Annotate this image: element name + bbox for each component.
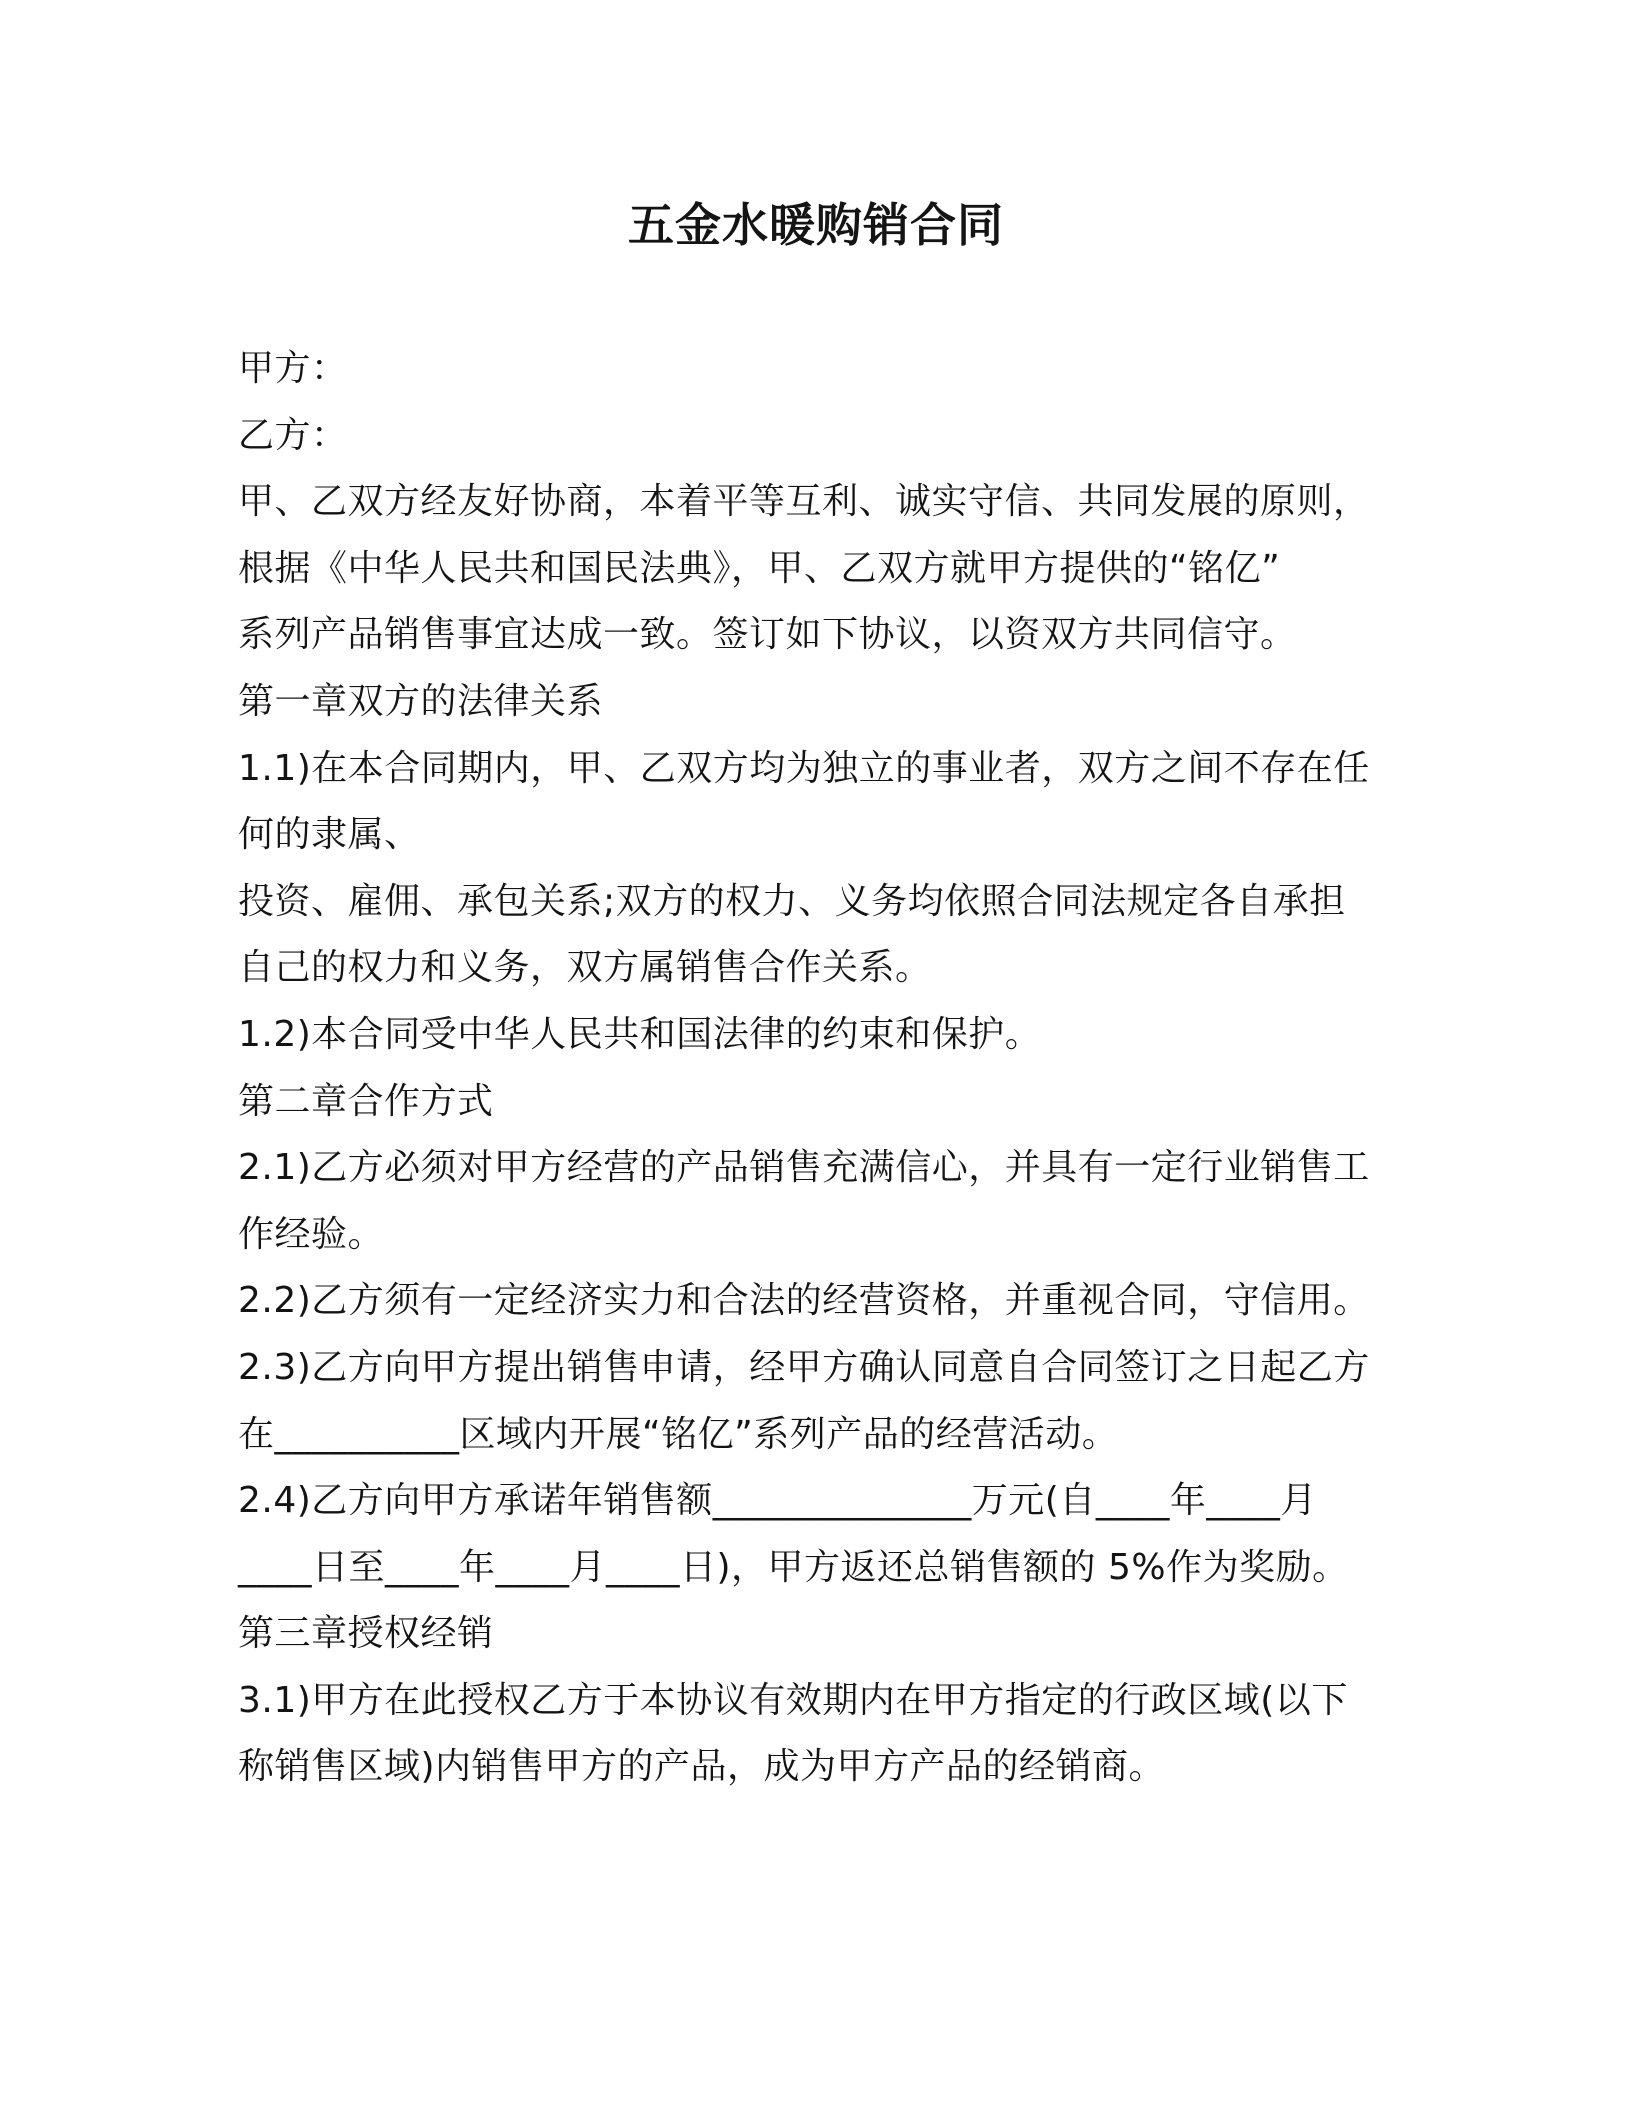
clause-2-3-cont: 在__________区域内开展“铭亿”系列产品的经营活动。 (238, 1413, 1119, 1455)
chapter-2-heading: 第二章合作方式 (238, 1080, 494, 1122)
clause-2-2: 2.2)乙方须有一定经济实力和合法的经营资格，并重视合同，守信用。 (238, 1280, 1370, 1322)
clause-2-1: 2.1)乙方必须对甲方经营的产品销售充满信心，并具有一定行业销售工 (238, 1147, 1370, 1189)
preamble-line: 系列产品销售事宜达成一致。签订如下协议，以资双方共同信守。 (238, 614, 1297, 656)
clause-1-1-cont: 自己的权力和义务，双方属销售合作关系。 (238, 947, 932, 989)
clause-2-4: 2.4)乙方向甲方承诺年销售额______________万元(自____年____月 (238, 1480, 1317, 1522)
clause-1-1-cont: 投资、雇佣、承包关系;双方的权力、义务均依照合同法规定各自承担 (238, 880, 1346, 922)
clause-3-1: 3.1)甲方在此授权乙方于本协议有效期内在甲方指定的行政区域(以下 (238, 1679, 1348, 1721)
clause-1-2: 1.2)本合同受中华人民共和国法律的约束和保护。 (238, 1013, 1042, 1055)
preamble-line: 根据《中华人民共和国民法典》，甲、乙双方就甲方提供的“铭亿” (238, 547, 1281, 589)
preamble-line: 甲、乙双方经友好协商，本着平等互利、诚实守信、共同发展的原则， (238, 481, 1370, 523)
contract-body (238, 336, 1398, 1801)
party-a-line: 甲方： (238, 348, 348, 389)
clause-2-3: 2.3)乙方向甲方提出销售申请，经甲方确认同意自合同签订之日起乙方 (238, 1346, 1370, 1388)
clause-2-1-cont: 作经验。 (238, 1213, 385, 1255)
clause-1-1-cont: 何的隶属、 (238, 814, 421, 856)
clause-2-4-cont: ____日至____年____月____日)，甲方返还总销售额的 5%作为奖励。 (238, 1546, 1349, 1588)
clause-1-1: 1.1)在本合同期内，甲、乙双方均为独立的事业者，双方之间不存在任 (238, 747, 1370, 789)
chapter-3-heading: 第三章授权经销 (238, 1613, 494, 1655)
document-title: 五金水暖购销合同 (628, 198, 1004, 252)
party-b-line: 乙方： (238, 414, 348, 456)
clause-3-1-cont: 称销售区域)内销售甲方的产品，成为甲方产品的经销商。 (238, 1746, 1166, 1788)
chapter-1-heading: 第一章双方的法律关系 (238, 680, 604, 722)
